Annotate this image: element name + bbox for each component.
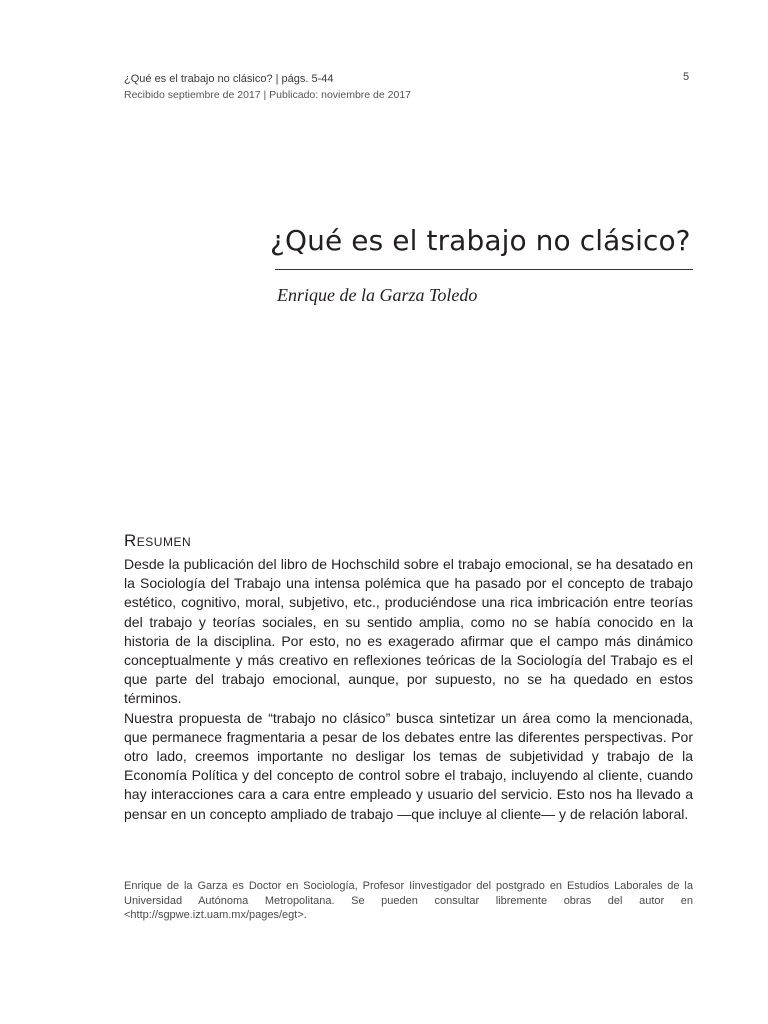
author-footnote: Enrique de la Garza es Doctor en Sociología, Profesor Iinvestigador del postgrado en Estudios Laborales de la Universidad Autónoma Metropolitana. Se pueden consultar libremente obras del autor en <http://sgpwe.izt.uam.mx/pages/egt>. bbox=[124, 880, 693, 921]
abstract-section bbox=[124, 531, 693, 824]
page-number: 5 bbox=[683, 71, 690, 83]
running-title: ¿Qué es el trabajo no clásico? | págs. 5-44 bbox=[124, 73, 334, 85]
article-author: Enrique de la Garza Toledo bbox=[277, 285, 478, 305]
title-rule bbox=[275, 269, 693, 270]
abstract-paragraph-1: Desde la publicación del libro de Hochschild sobre el trabajo emocional, se ha desatado en la Sociología del Trabajo una intensa polémica que ha pasado por el concepto de trabajo estético, cognitivo, moral, subjetivo, etc., produciéndose una rica imbricación entre teorías del trabajo y teorías sociales, en su sentido amplia, como no se había conocido en la historia de la disciplina. Por esto, no es exagerado afirmar que el campo más dinámico conceptualmente y más creativo en reflexiones teóricas de la Sociología del Trabajo es el que parte del trabajo emocional, aunque, por supuesto, no se ha quedado en estos términos. bbox=[124, 556, 693, 707]
abstract-paragraph-2: Nuestra propuesta de “trabajo no clásico” busca sintetizar un área como la mencionada, que permanece fragmentaria a pesar de los debates entre las diferentes perspectivas. Por otro lado, creemos importante no desligar los temas de subjetividad y trabajo de la Economía Política y del concepto de control sobre el trabajo, incluyendo al cliente, cuando hay interacciones cara a cara entre empleado y usuario del servicio. Esto nos ha llevado a pensar en un concepto ampliado de trabajo —que incluye al cliente— y de relación laboral. bbox=[124, 709, 693, 822]
article-title: ¿Qué es el trabajo no clásico? bbox=[270, 223, 691, 257]
abstract-heading: Resumen bbox=[124, 531, 192, 550]
running-head bbox=[124, 71, 411, 103]
publication-dates: Recibido septiembre de 2017 | Publicado: noviembre de 2017 bbox=[124, 89, 411, 101]
